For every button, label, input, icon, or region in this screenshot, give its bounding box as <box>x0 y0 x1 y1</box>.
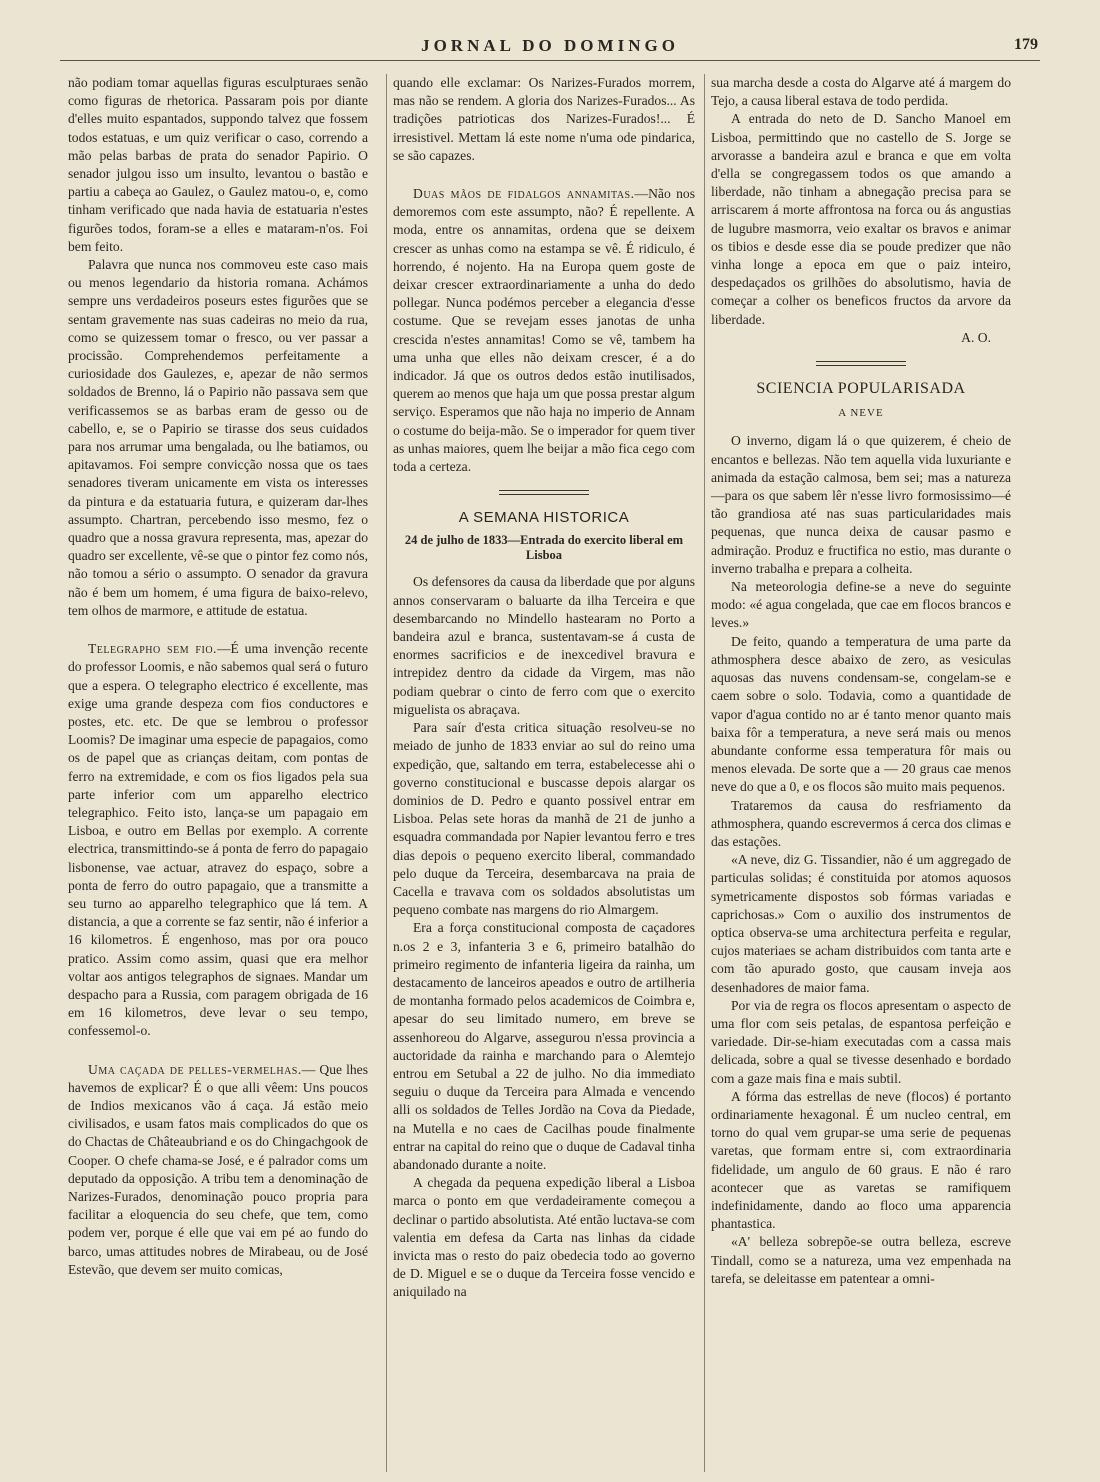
section-divider <box>816 361 906 366</box>
paragraph: A entrada do neto de D. Sancho Manoel em Lisboa, permittindo que no castello de S. Jorge se arvorasse a bandeira azul e branca e que em volta d'ella se congregassem todos os que amando a liberdade, não tinham a abnegação precisa para se arriscarem á morte affrontosa na forca ou ás angustias de lugubre masmorra, veio exaltar os bravos e animar os tibios e desde esse dia se poude predizer que não vinha longe a epoca em que o paiz inteiro, despedaçados os grilhões do absolutismo, havia de começar a colher os beneficos fructos da arvore da liberdade. <box>711 111 1011 327</box>
text-columns <box>68 74 1040 1472</box>
masthead-title: JORNAL DO DOMINGO <box>421 36 679 55</box>
paragraph: Para saír d'esta critica situação resolveu-se no meiado de junho de 1833 enviar ao sul do reino uma expedição, que, saltando em terra, estabelecesse ahi o governo constitucional e buscasse depois alargar os dominios de D. Pedro e quanto possivel entrar em Lisboa. Pelas sete horas da manhã de 21 de junho a esquadra commandada por Napier levantou ferro e tres dias depois o pequeno exercito liberal, commandado pelo duque da Terceira, desembarcava na praia de Cacella e travava com os soldados absolutistas um pequeno combate nas margens do rio Almargem. <box>393 720 695 918</box>
paragraph: sua marcha desde a costa do Algarve até á margem do Tejo, a causa liberal estava de todo perdida. <box>711 75 1011 109</box>
paragraph: Era a força constitucional composta de caçadores n.os 2 e 3, infanteria 3 e 6, primeiro batalhão do primeiro regimento de infanteria ligeira da rainha, um destacamento de lanceiros apeados e outro de artilheria de montanha formado pelos academicos de Coimbra e, apesar do seu limitado numero, em breve se assenhoreou do Algarve, assegurou n'essa provincia a auctoridade da rainha e marchando para o Alemtejo entrou em Setubal a 22 de julho. No dia immediato seguiu o duque da Terceira para Almada e vencendo alli os soldados de Telles Jordão na Cova da Piedade, na Mutella e no caes de Cacilhas poude finalmente entrar na capital do reino que o duque de Cadaval tinha abandonado durante a noite. <box>393 920 695 1172</box>
section-title-sciencia: SCIENCIA POPULARISADA <box>756 380 966 398</box>
page-header <box>60 34 1040 61</box>
paragraph: Palavra que nunca nos commoveu este caso mais ou menos legendario da historia romana. Achámos sempre uns verdadeiros poseurs estes figurões que se sentam gravemente nas suas cadeiras no meio da rua, como se quizessem tomar o fresco, ou ver passar a procissão. Comprehendemos perfeitamente a curiosidade dos Gaulezes, e, apezar de não sermos soldados de Brenno, lá o Papirio não passava sem que verificassemos se as barbas eram de gesso ou de cabello, e, se o Papirio se tirasse dos seus cuidados para nos arrumar uma bengalada, ou lhe batiamos, ou apitavamos. Foi sempre convicção nossa que os taes senadores tiveram unicamente em vista os interesses da pintura e da estatuaria futura, e quizeram dar-lhes assumpto. Chartran, percebendo isso mesmo, fez o quadro que a nossa gravura representa, mas, apezar do quadro ser excellente, vê-se que o pintor fez como nós, não tomou a sério o assumpto. O senador da gravura não é bem um homem, é uma figura de baixo-relevo, tem olhos de marmore, e attitude de estatua. <box>68 257 368 618</box>
paragraph: «A' belleza sobrepõe-se outra belleza, escreve Tindall, como se a natureza, uma vez empenhada na tarefa, se deleitasse em patentear a omni- <box>711 1234 1011 1286</box>
section-divider <box>499 490 589 495</box>
paragraph: quando elle exclamar: Os Narizes-Furados morrem, mas não se rendem. A gloria dos Narizes-Furados... As tradições patrioticas dos Narizes-Furados!... É irresistivel. Mettam lá este nome n'uma ode pindarica, se são capazes. <box>393 75 695 163</box>
paragraph: Trataremos da causa do resfriamento da athmosphera, quando escrevermos á cerca dos climas e das estações. <box>711 797 1011 849</box>
column-middle <box>386 74 695 1472</box>
paragraph-heading: Uma caçada de pelles-vermelhas. <box>88 1061 302 1077</box>
paragraph: A fórma das estrellas de neve (flocos) é portanto ordinariamente hexagonal. É um nucleo central, em torno do qual vem grupar-se uma serie de pequenas varetas, que formam entre si, com extraordinaria fidelidade, um angulo de 60 graus. E não é raro acontecer que as varetas se ramifiquem indefinidamente, dando ao floco uma apparencia phantastica. <box>711 1088 1011 1232</box>
column-right <box>704 74 1011 1472</box>
paragraph: Por via de regra os flocos apresentam o aspecto de uma flor com seis petalas, de espantosa perfeição e variedade. Dir-se-hiam executadas com a cassa mais delicada, sobre a qual se tivesse desenhado e bordado com a gaze mais fina e mais subtil. <box>711 997 1011 1086</box>
paragraph: Na meteorologia define-se a neve do seguinte modo: «é agua congelada, que cae em flocos brancos e leves.» <box>711 579 1011 631</box>
date-heading: 24 de julho de 1833—Entrada do exercito liberal em Lisboa <box>404 533 684 563</box>
section-subtitle: A NEVE <box>838 407 884 420</box>
column-left <box>68 74 368 1472</box>
paragraph: De feito, quando a temperatura de uma parte da athmosphera desce abaixo de zero, as vesiculas aquosas das nuvens condensam-se, congelam-se e caem sobre o solo. Todavia, como a quantidade de vapor d'agua contido no ar é tanto menor quanto mais baixa fôr a temperatura, a neve será mais ou menos abundante conforme essa temperatura fôr mais ou menos elevada. De sorte que a — 20 graus cae menos neve do que a 0, e os flocos são muito mais pequenos. <box>711 633 1011 795</box>
paragraph-annamitas <box>393 185 695 476</box>
paragraph-body: —Não nos demoremos com este assumpto, não? É repellente. A moda, entre os annamitas, ordena que se deixem crescer as unhas como na estampa se vê. É ridiculo, é horrendo, é nojento. Ha na Europa quem goste de deixar crescer extraordinariamente a unha do dedo pollegar. Nunca podémos perceber a elegancia d'esse costume. Que se revejam esses janotas de unha crescida n'estes annamitas! Como se vê, tambem ha uma unha que elles não deixam crescer, é a do indicador. Já que os outros dedos estão inutilisados, querem ao menos que haja um que possa prestar algum serviço. Esperamos que não haja no imperio de Annam o costume do beija-mão. Se o imperador for quem tiver as unhas maiores, quem lhe beijar a mão fica cego com toda a certeza. <box>393 186 695 475</box>
paragraph-cacada <box>68 1061 368 1279</box>
paragraph-body: —É uma invenção recente do professor Loomis, e não sabemos qual será o futuro que a espera. O telegrapho electrico é excellente, mas exige uma grande despeza com fios conductores e postes, etc. etc. De que se lembrou o professor Loomis? De imaginar uma especie de papagaios, como os de papel que as crianças deitam, com pontas de ferro na extremidade, e com os fios ligados pela sua parte inferior com um apparelho electrico telegraphico. Feito isto, lança-se um papagaio em Lisboa, e outro em Bellas por exemplo. A corrente electrica, transmittindo-se á ponta de ferro do papagaio lisbonense, vae actuar, atravez do espaço, sobre a ponta de ferro do outro papagaio, que a transmitte a seu turno ao apparelho telegraphico que lá tem. A distancia, a que a corrente se faz sentir, não é inferior a 16 kilometros. É engenhoso, mas por ora pouco pratico. Assim como assim, quasi que era melhor voltar aos antigos telegraphos de signaes. Mandar um despacho para a Russia, com paragem obrigada de 16 em 16 kilometros, deve levar o seu tempo, confessemol-o. <box>68 641 368 1039</box>
paragraph: «A neve, diz G. Tissandier, não é um aggregado de particulas solidas; é constituida por atomos aquosos symetricamente dispostos sob fórmas variadas e caprichosas.» Com o auxilio dos instrumentos de optica observa-se uma architectura perfeita e regular, cujos materiaes se acham distribuidos com tanta arte e com tão apurado gosto, que causam inveja aos desenhadores de maior fama. <box>711 852 1011 995</box>
page-number: 179 <box>1014 36 1038 53</box>
paragraph: O inverno, digam lá o que quizerem, é cheio de encantos e bellezas. Não tem aquella vida luxuriante e animada da estação calmosa, bem sei; mas a natureza—para os que sabem lêr n'esse livro formosissimo—é tão grandiosa até nas suas particularidades mais pequenas, que nunca deixa de causar pasmo e admiração. Produz e fructifica no estio, mas durante o inverno trabalha e prepara a colheita. <box>711 433 1011 576</box>
paragraph-telegrapho <box>68 640 368 1040</box>
paragraph-heading: Duas mãos de fidalgos annamitas. <box>413 186 635 202</box>
paragraph: Os defensores da causa da liberdade que por alguns annos conservaram o baluarte da ilha Terceira e que desembarcando no Mindello hastearam no Porto a bandeira azul e branca, sustentavam-se á custa de enormes sacrificios e de inexcedivel bravura e intrepidez dentro da cidade da Virgem, mas não podiam quebrar o cinto de ferro com que o exercito miguelista os abraçava. <box>393 574 695 717</box>
paragraph-body: — Que lhes havemos de explicar? É o que alli vêem: Uns poucos de Indios mexicanos vão á caça. Já estão meio civilisados, e usam fatos mais complicados do que os do Chactas de Châteaubriand e os do Chingachgook de Cooper. O chefe chama-se José, e é palrador coms um deputado da opposição. A tribu tem a denominação de Narizes-Furados, denominação pouco propria para facilitar a eloquencia do seu chefe, que tem, como podem ver, porque é elle que vai em pé ao fundo do barco, umas attitudes nobres de Mirabeau, ou de José Estevão, que devem ser muito comicas, <box>68 1061 368 1277</box>
paragraph: A chegada da pequena expedição liberal a Lisboa marca o ponto em que verdadeiramente começou a declinar o partido absolutista. Até então luctava-se com valentia em defesa da Carta nas linhas da cidade invicta mas o resto do paiz obedecia todo ao governo de D. Miguel e se o duque da Terceira fosse vencido e aniquilado na <box>393 1175 695 1300</box>
paragraph-heading: Telegrapho sem fio. <box>88 641 217 657</box>
author-signature: A. O. <box>961 329 991 345</box>
section-title-semana: A SEMANA HISTORICA <box>458 509 630 527</box>
paragraph: não podiam tomar aquellas figuras esculpturaes senão como figuras de rhetorica. Passaram pois por diante d'elles muito espantados, suppondo talvez que fossem todos estatuas, e um quiz verificar o caso, correndo a mão pelas barbas de prata do senador Papirio. O senador julgou isso um insulto, levantou o bastão e partiu a cabeça ao Gaulez, o Gaulez matou-o, e, como tinham verificado que nada havia de estatuaria n'estes figurões todos, foram-se a elles e mataram-n'os. Foi bem feito. <box>68 75 368 254</box>
